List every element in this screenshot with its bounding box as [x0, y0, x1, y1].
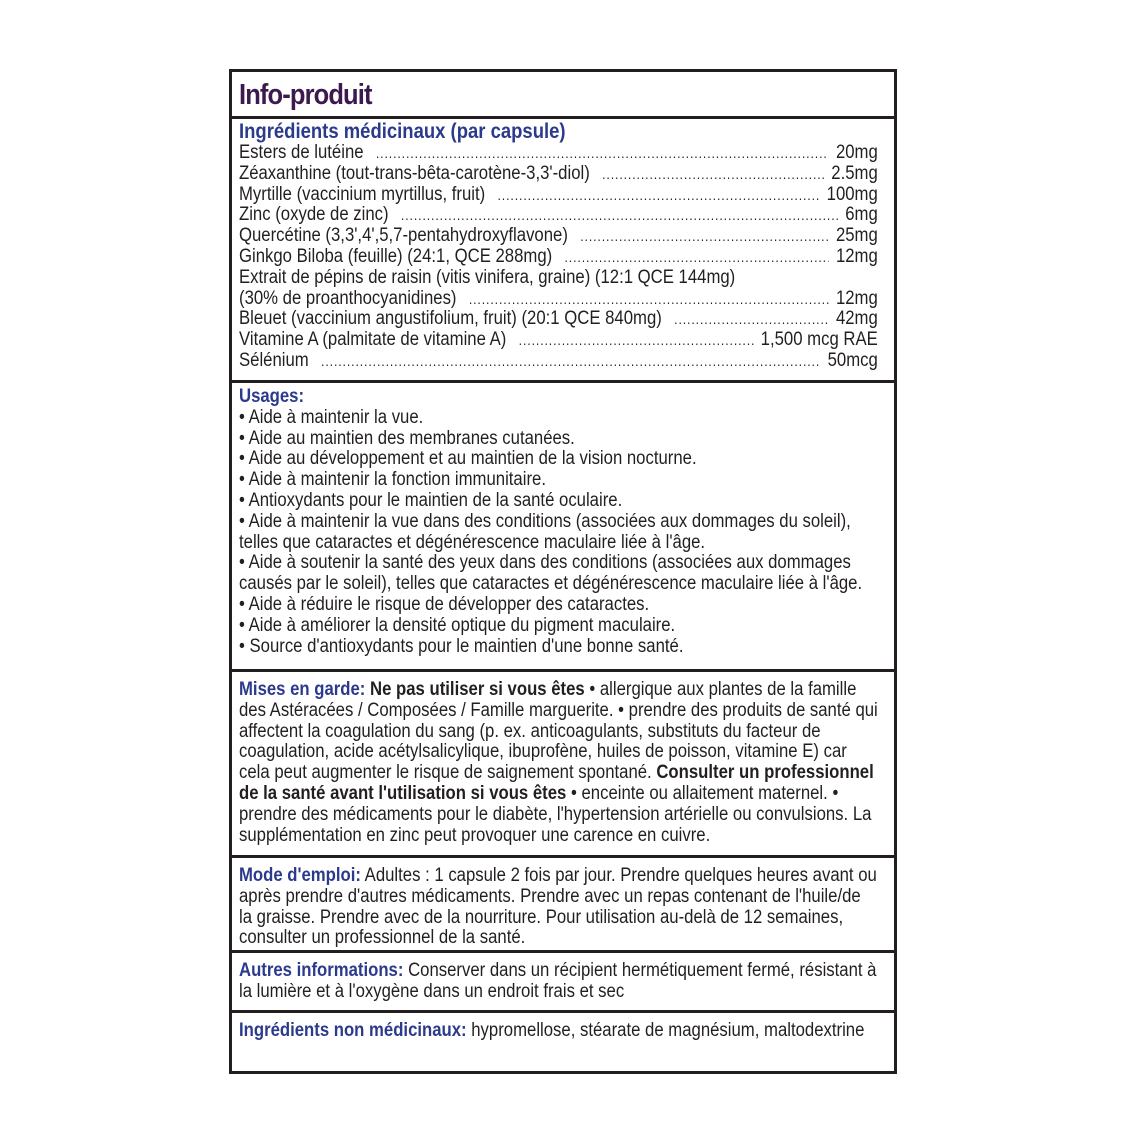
ingredient-name: Ginkgo Biloba (feuille) (24:1, QCE 288mg): [239, 245, 553, 267]
warnings-text: [239, 680, 878, 846]
usage-item: • Aide au maintien des membranes cutanées.: [239, 427, 575, 449]
ingredient-row: [239, 226, 878, 247]
ingredient-row: [239, 351, 878, 372]
usage-item: • Aide à améliorer la densité optique du pigment maculaire.: [239, 614, 676, 636]
leader-dots: [469, 289, 829, 310]
leader-dots: [376, 143, 829, 164]
leader-dots: [498, 185, 820, 206]
ingredient-amount: 12mg: [835, 245, 878, 267]
usage-item: • Aide à réduire le risque de développer des cataractes.: [239, 593, 650, 615]
ingredient-row: [239, 205, 878, 226]
directions-section: [232, 858, 894, 953]
ingredient-row: [239, 330, 878, 351]
ingredient-name: Bleuet (vaccinium angustifolium, fruit) (20:1 QCE 840mg): [239, 308, 662, 330]
warning-text-1: • allergique aux plantes de la famille des Astéracées / Composées / Famille marguerite. • prendre des produits de santé qui affectent la coagulation du sang (p. ex. anticoagulants, substituts du facteur de coagulation, acide acétylsalicylique, ibuprofène, huiles de poisson, vitamine E) car cela peut augmenter le risque de saignement spontané.: [239, 679, 878, 784]
usage-item: • Aide au développement et au maintien de la vision nocturne.: [239, 448, 697, 470]
warnings-heading: Mises en garde:: [239, 679, 366, 700]
leader-dots: [674, 309, 829, 330]
warning-bold-1: Ne pas utiliser si vous êtes: [370, 679, 585, 700]
non-medicinal-heading: Ingrédients non médicinaux:: [239, 1020, 467, 1041]
usages-heading: Usages:: [239, 386, 305, 407]
ingredient-row: [239, 268, 878, 289]
medicinal-ingredients-section: [232, 119, 894, 383]
ingredient-name: Zéaxanthine (tout-trans-bêta-carotène-3,3'-diol): [239, 162, 590, 184]
usages-section: [232, 383, 894, 672]
warning-text-2: • enceinte ou allaitement maternel. • prendre des médicaments pour le diabète, l'hypertension artérielle ou convulsions. La supplémentation en zinc peut provoquer une carence en cuivre.: [239, 782, 872, 846]
ingredient-name: Quercétine (3,3',4',5,7-pentahydroxyflavone): [239, 225, 568, 247]
usage-item: • Aide à soutenir la santé des yeux dans des conditions (associées aux dommages causés par le soleil), telles que cataractes et dégénérescence maculaire liée à l'âge.: [239, 552, 863, 595]
usage-item: • Aide à maintenir la vue dans des conditions (associées aux dommages du soleil), telles que cataractes et dégénérescence maculaire liée à l'âge.: [239, 510, 851, 553]
title-section: [232, 72, 894, 119]
ingredient-name: Myrtille (vaccinium myrtillus, fruit): [239, 183, 486, 205]
other-info-text: Conserver dans un récipient hermétiquement fermé, résistant à la lumière et à l'oxygène dans un endroit frais et sec: [239, 960, 877, 1002]
directions-text: Adultes : 1 capsule 2 fois par jour. Prendre quelques heures avant ou après prendre d'autres médicaments. Prendre avec un repas contenant de l'huile/de la graisse. Prendre avec de la nourriture. Pour utilisation au-delà de 12 semaines, consulter un professionnel de la santé.: [239, 865, 877, 949]
other-info-section: [232, 953, 894, 1013]
usage-item: • Aide à maintenir la fonction immunitaire.: [239, 469, 546, 491]
leader-dots: [519, 330, 754, 351]
ingredient-row: [239, 309, 878, 330]
product-info-panel: [229, 69, 897, 1074]
ingredient-amount: 25mg: [835, 225, 878, 247]
ingredient-row: [239, 289, 878, 310]
ingredient-row: [239, 247, 878, 268]
leader-dots: [580, 226, 829, 247]
ingredient-name: Extrait de pépins de raisin (vitis vinifera, graine) (12:1 QCE 144mg): [239, 266, 736, 288]
non-medicinal-section: [232, 1013, 894, 1074]
leader-dots: [565, 247, 829, 268]
medicinal-ingredients-heading: Ingrédients médicinaux (par capsule): [239, 120, 566, 143]
usage-item: • Antioxydants pour le maintien de la santé oculaire.: [239, 489, 623, 511]
ingredient-name: (30% de proanthocyanidines): [239, 287, 457, 309]
ingredient-row: [239, 143, 878, 164]
usage-item: • Aide à maintenir la vue.: [239, 406, 424, 428]
ingredient-row: [239, 185, 878, 206]
ingredient-amount: 20mg: [835, 142, 878, 163]
ingredient-amount: 42mg: [835, 308, 878, 330]
ingredient-amount: 1,500 mcg RAE: [760, 329, 878, 351]
ingredient-name: Sélénium: [239, 349, 309, 371]
ingredient-name: Zinc (oxyde de zinc): [239, 204, 389, 226]
ingredient-row: [239, 164, 878, 185]
usages-list: [239, 408, 878, 658]
ingredient-amount: 100mg: [826, 183, 878, 205]
ingredient-amount: 12mg: [835, 287, 878, 309]
page-title: Info-produit: [239, 79, 372, 111]
other-info-heading: Autres informations:: [239, 960, 404, 981]
leader-dots: [401, 205, 838, 226]
ingredient-amount: 6mg: [845, 204, 878, 226]
ingredient-amount: 2.5mg: [831, 162, 878, 184]
usage-item: • Source d'antioxydants pour le maintien d'une bonne santé.: [239, 635, 684, 657]
directions-heading: Mode d'emploi:: [239, 865, 361, 886]
ingredient-amount: 50mcg: [827, 349, 878, 371]
warnings-section: [232, 672, 894, 858]
non-medicinal-text: hypromellose, stéarate de magnésium, maltodextrine: [466, 1020, 865, 1041]
ingredient-name: Esters de lutéine: [239, 142, 364, 163]
leader-dots: [321, 351, 821, 372]
warning-bold-2: Consulter un professionnel de la santé avant l'utilisation si vous êtes: [239, 762, 874, 804]
leader-dots: [602, 164, 824, 185]
ingredient-name: Vitamine A (palmitate de vitamine A): [239, 329, 507, 351]
